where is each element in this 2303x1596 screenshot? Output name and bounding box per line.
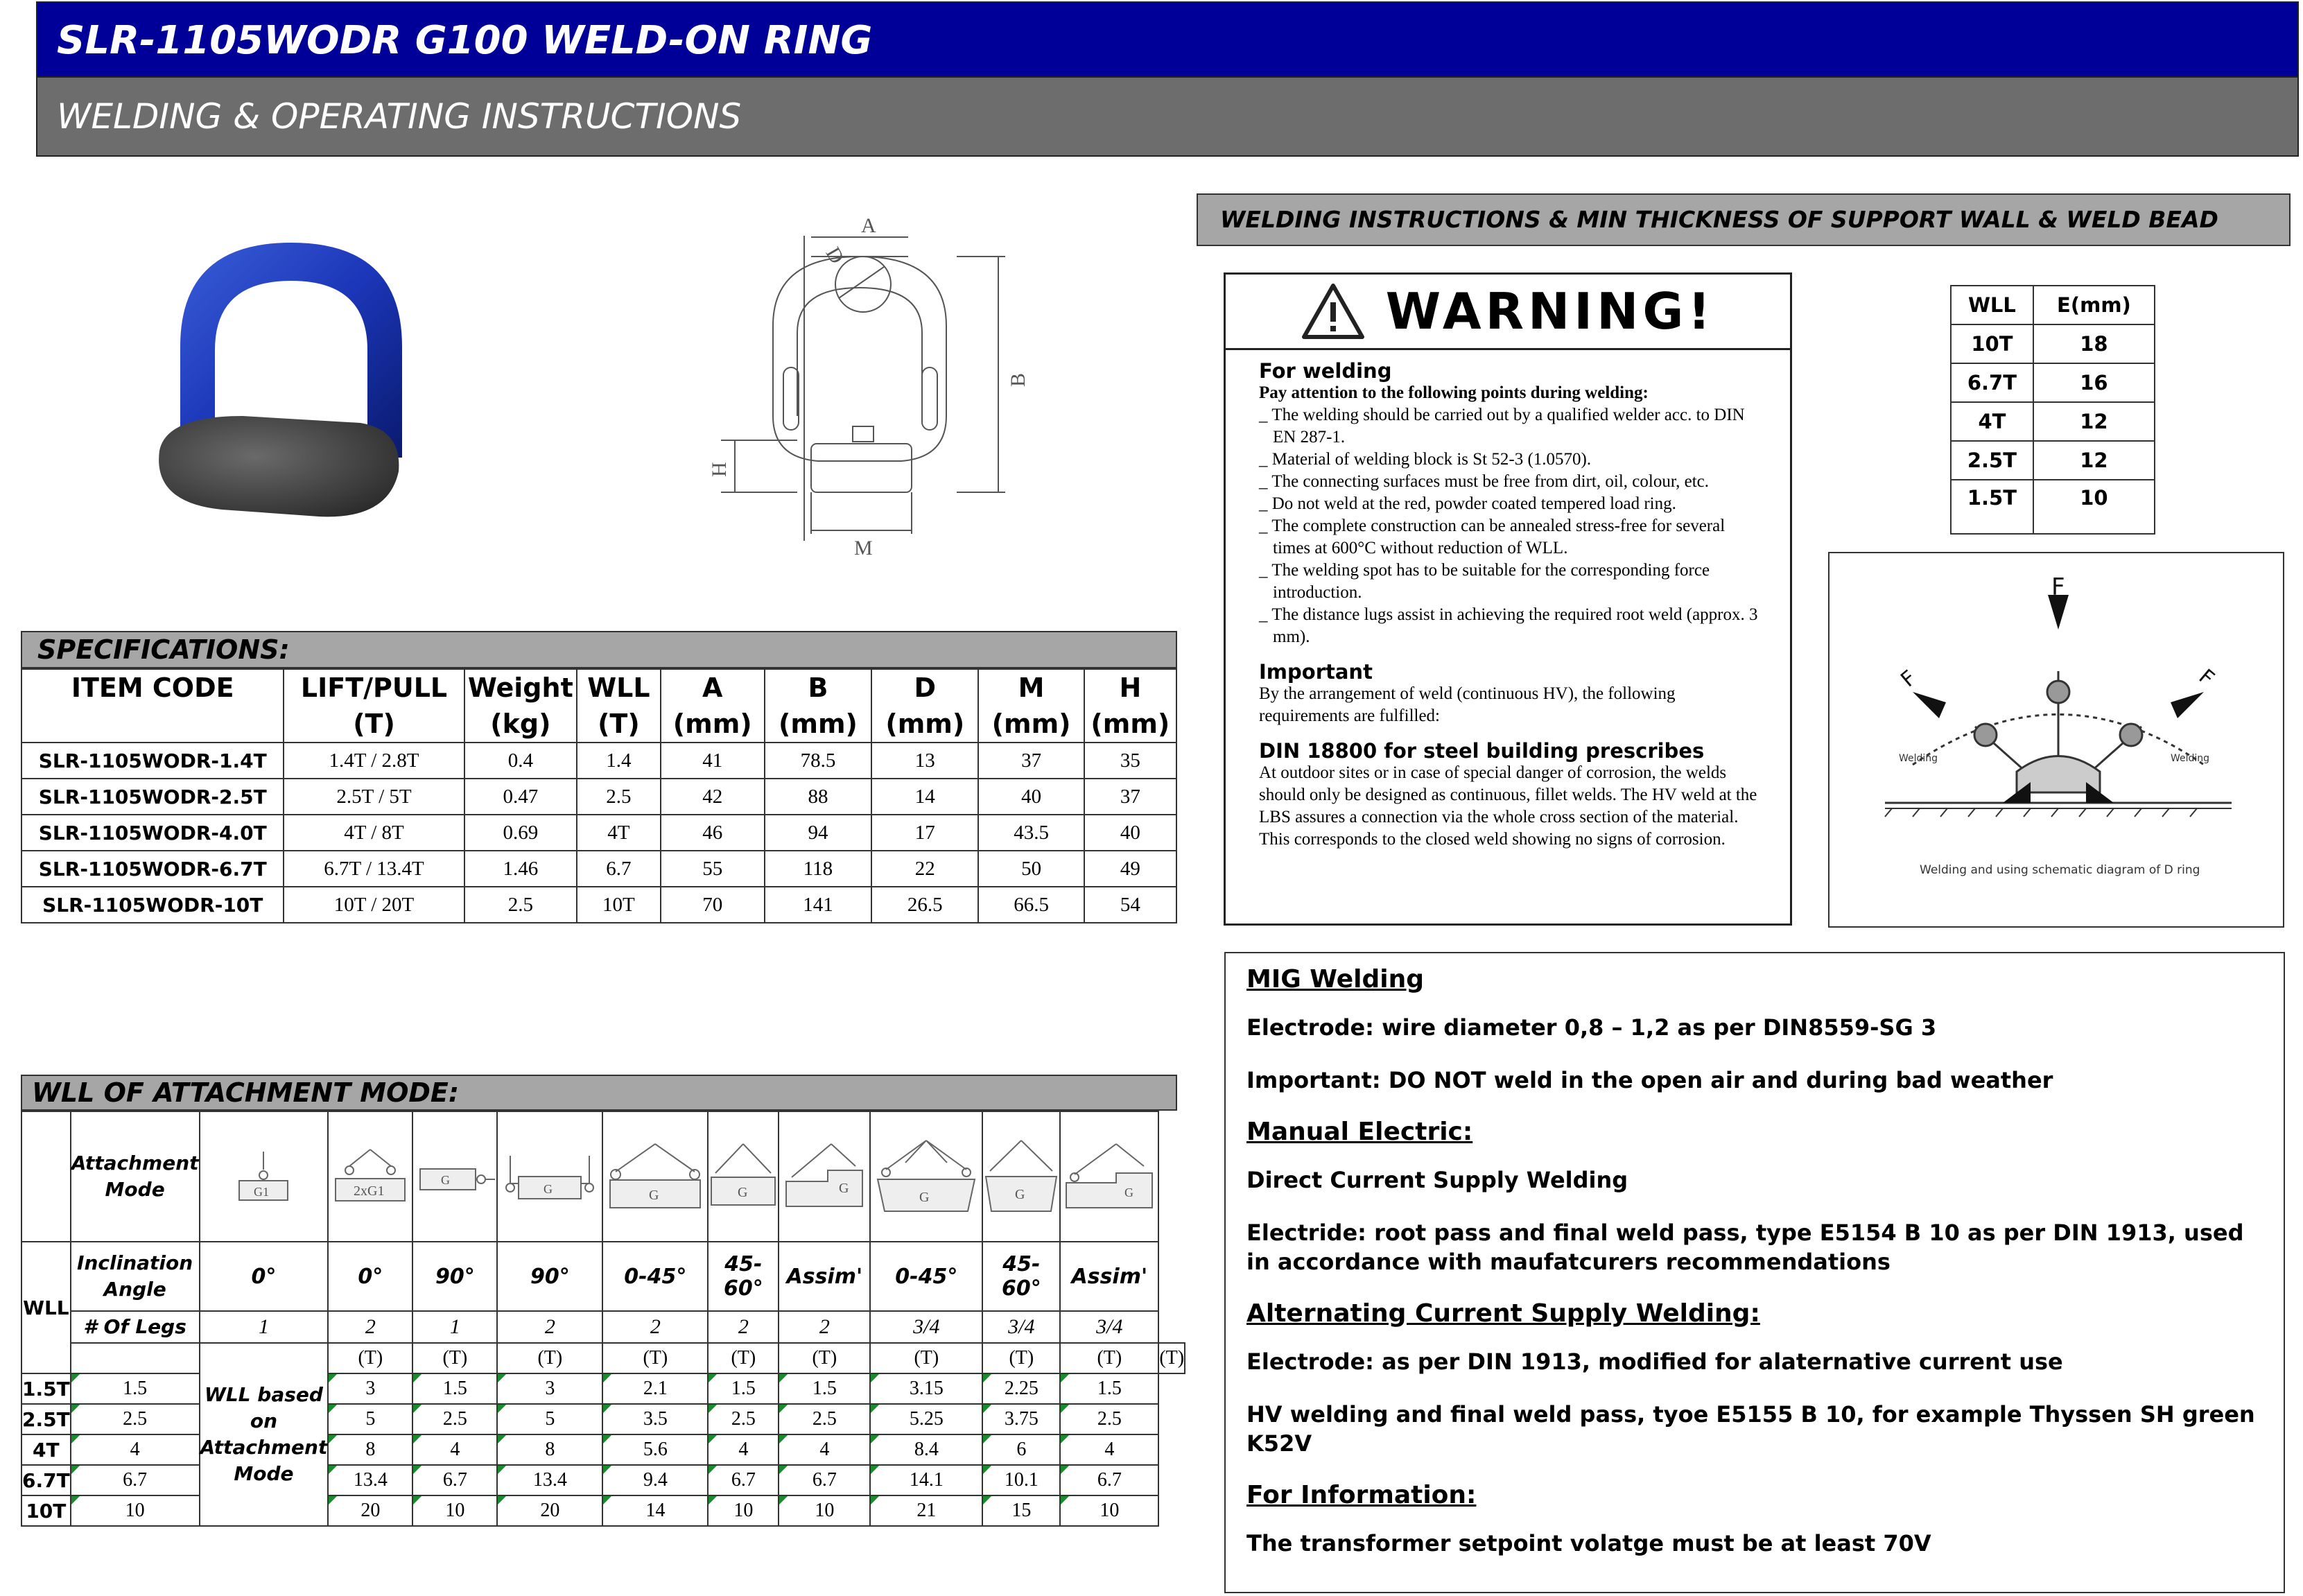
angle-cell: 0° [328,1242,412,1311]
spec-unit [21,706,284,743]
spec-cell: 1.4T / 2.8T [284,743,464,779]
spec-header: M [978,669,1084,706]
angle-cell: 45-60° [708,1242,779,1311]
g-two-leg-wide-icon [708,1111,779,1242]
spec-cell: 37 [1084,779,1176,815]
dim-label-m: M [854,537,873,560]
wll-cell: 3 [497,1373,602,1404]
item-code: SLR-1105WODR-10T [21,887,284,923]
wll-cell: 4 [412,1434,497,1465]
warning-point: _ Do not weld at the red, powder coated tempered load ring. [1259,493,1762,515]
wll-cell: 3 [328,1373,412,1404]
for-welding-heading: For welding [1259,359,1392,383]
wll-cell: 5 [328,1404,412,1434]
warning-point: _ The connecting surfaces must be free from dirt, oil, colour, etc. [1259,471,1762,493]
wll-cell: 13.4 [328,1465,412,1495]
angle-cell: 45-60° [982,1242,1060,1311]
legs-cell: 3/4 [982,1311,1060,1343]
wll-cell: 2.25 [982,1373,1060,1404]
wll-cell: 10 [71,1495,200,1526]
weld-bead-table [1950,285,2155,535]
wll-value: 2.5T [21,1404,71,1434]
e-table-row [1951,441,2155,480]
wll-cell: 6.7 [708,1465,779,1495]
item-code: SLR-1105WODR-2.5T [21,779,284,815]
spec-cell: 49 [1084,851,1176,887]
svg-text:G: G [919,1190,930,1205]
unit-cell: (T) [497,1343,602,1373]
wll-cell: 13.4 [497,1465,602,1495]
spec-cell: 88 [765,779,871,815]
warning-triangle-icon [1301,283,1365,340]
important-heading: Important [1259,660,1373,684]
e-table-cell: 1.5T [1951,480,2033,534]
wll-cell: 2.5 [412,1404,497,1434]
force-label-right: F [2193,664,2219,691]
svg-text:G: G [839,1181,849,1196]
specifications-table [21,668,1177,923]
legs-cell: 2 [708,1311,779,1343]
spec-cell: 2.5 [577,779,661,815]
spec-header: ITEM CODE [21,669,284,706]
attachment-mode-label: Attachment Mode [71,1111,200,1242]
spec-header: LIFT/PULL [284,669,464,706]
spec-cell: 40 [978,779,1084,815]
spec-cell: 22 [871,851,978,887]
wll-cell: 9.4 [602,1465,708,1495]
e-table-cell: 16 [2033,363,2155,402]
wll-cell: 6.7 [1060,1465,1158,1495]
warning-heading: WARNING! [1385,282,1715,340]
spec-cell: 41 [661,743,765,779]
spec-row [21,743,1176,779]
unit-cell: (T) [779,1343,870,1373]
e-table-cell: 10T [1951,324,2033,363]
warning-point: _ The complete construction can be annealed stress-free for several times at 600°C without reduction of WLL. [1259,515,1762,560]
electrode-wire-text: Electrode: wire diameter 0,8 – 1,2 as per DIN8559-SG 3 [1246,1014,1937,1041]
inclination-angle-label: Inclination Angle [71,1242,200,1311]
din-heading: DIN 18800 for steel building prescribes [1259,739,1705,763]
empty-cell [21,1111,71,1242]
page-title: SLR-1105WODR G100 WELD-ON RING [36,1,2299,78]
unit-cell: (T) [1158,1343,1185,1373]
svg-text:2xG1: 2xG1 [354,1183,385,1199]
wll-cell: 5 [497,1404,602,1434]
wll-cell: 1.5 [708,1373,779,1404]
wll-cell: 15 [982,1495,1060,1526]
wll-based-label: WLL based on Attachment Mode [200,1343,329,1526]
spec-cell: 2.5 [464,887,577,923]
wll-cell: 4 [708,1434,779,1465]
spec-header: B [765,669,871,706]
dim-label-b: B [1007,372,1029,387]
spec-cell: 40 [1084,815,1176,851]
unit-cell: (T) [412,1343,497,1373]
wll-row [21,1404,1185,1434]
unit-cell: (T) [1060,1343,1158,1373]
svg-text:G: G [441,1173,451,1187]
spec-unit: (kg) [464,706,577,743]
spec-cell: 17 [871,815,978,851]
spec-cell: 94 [765,815,871,851]
wll-attachment-table [21,1111,1185,1527]
e-table-cell: 6.7T [1951,363,2033,402]
spec-unit: (mm) [978,706,1084,743]
g-two-leg-sling-icon [602,1111,708,1242]
angle-cell: 0-45° [870,1242,982,1311]
e-table-cell: 2.5T [1951,441,2033,480]
wll-cell: 2.5 [1060,1404,1158,1434]
spec-cell: 10T / 20T [284,887,464,923]
wll-cell: 5.6 [602,1434,708,1465]
wll-cell: 2.5 [779,1404,870,1434]
wll-cell: 10.1 [982,1465,1060,1495]
e-table-row [1951,363,2155,402]
unit-cell: (T) [328,1343,412,1373]
warning-point: _ The welding should be carried out by a qualified welder acc. to DIN EN 287-1. [1259,404,1762,449]
welding-schematic-diagram [1828,552,2284,928]
electride-root-text: Electride: root pass and final weld pass, type E5154 B 10 as per DIN 1913, used in accordance with maufatcurers recommendations [1246,1220,2244,1275]
wll-cell: 3.5 [602,1404,708,1434]
spec-row [21,851,1176,887]
wll-cell: 1.5 [1060,1373,1158,1404]
angle-cell: Assim' [1060,1242,1158,1311]
mig-welding-heading: MIG Welding [1246,965,1424,994]
welding-methods-panel [1224,952,2285,1593]
force-label-top: F [2051,573,2065,601]
spec-unit: (T) [577,706,661,743]
unit-cell: (T) [870,1343,982,1373]
warning-point: _ The welding spot has to be suitable for the corresponding force introduction. [1259,560,1762,604]
transformer-text: The transformer setpoint volatge must be at least 70V [1246,1530,1931,1556]
spec-unit: (mm) [1084,706,1176,743]
spec-cell: 6.7 [577,851,661,887]
wll-cell: 6.7 [412,1465,497,1495]
spec-cell: 118 [765,851,871,887]
legs-cell: 2 [779,1311,870,1343]
spec-cell: 141 [765,887,871,923]
spec-cell: 35 [1084,743,1176,779]
wll-cell: 2.5 [71,1404,200,1434]
warning-point: _ Material of welding block is St 52-3 (1.0570). [1259,449,1762,471]
warning-header [1226,275,1790,350]
wll-cell: 20 [328,1495,412,1526]
g-four-leg-asym-icon [1060,1111,1158,1242]
ac-supply-heading: Alternating Current Supply Welding: [1246,1299,1760,1328]
wll-cell: 1.5 [412,1373,497,1404]
spec-cell: 0.4 [464,743,577,779]
spec-cell: 55 [661,851,765,887]
2xg1-vertical-icon [328,1111,412,1242]
attention-text: Pay attention to the following points during welding: [1259,383,1649,402]
spec-cell: 54 [1084,887,1176,923]
legs-cell: 1 [200,1311,329,1343]
welding-instructions-title: WELDING INSTRUCTIONS & MIN THICKNESS OF SUPPORT WALL & WELD BEAD [1197,193,2291,246]
svg-text:G1: G1 [254,1185,270,1199]
wll-cell: 8 [497,1434,602,1465]
e-table-row [1951,480,2155,534]
spec-cell: 2.5T / 5T [284,779,464,815]
wll-label: WLL [21,1242,71,1373]
wll-cell: 20 [497,1495,602,1526]
wll-cell: 10 [779,1495,870,1526]
wll-value: 10T [21,1495,71,1526]
svg-text:G: G [738,1185,748,1200]
svg-text:G: G [649,1188,659,1203]
legs-cell: 3/4 [870,1311,982,1343]
g-asymmetric-icon [779,1111,870,1242]
wll-value: 4T [21,1434,71,1465]
item-code: SLR-1105WODR-6.7T [21,851,284,887]
spec-cell: 50 [978,851,1084,887]
spec-cell: 14 [871,779,978,815]
wll-attachment-title: WLL OF ATTACHMENT MODE: [21,1075,1177,1111]
wll-cell: 4 [71,1434,200,1465]
e-table-cell: 10 [2033,480,2155,534]
spec-cell: 1.4 [577,743,661,779]
for-information-heading: For Information: [1246,1481,1477,1509]
svg-text:G: G [1015,1187,1025,1202]
g1-vertical-icon [200,1111,329,1242]
angle-cell: 0° [200,1242,329,1311]
hv-welding-text: HV welding and final weld pass, tyoe E5155 B 10, for example Thyssen SH green K52V [1246,1401,2255,1457]
dim-label-h: H [708,462,731,477]
spec-cell: 42 [661,779,765,815]
wll-cell: 21 [870,1495,982,1526]
empty-cell [71,1343,200,1373]
unit-cell: (T) [708,1343,779,1373]
svg-text:G: G [544,1182,553,1196]
spec-cell: 70 [661,887,765,923]
welding-label-right: Welding [2171,753,2210,764]
spec-cell: 1.46 [464,851,577,887]
spec-cell: 0.69 [464,815,577,851]
spec-cell: 10T [577,887,661,923]
e-table-header: WLL [1951,286,2033,324]
warning-point: _ The distance lugs assist in achieving the required root weld (approx. 3 mm). [1259,604,1762,648]
unit-cell: (T) [602,1343,708,1373]
wll-cell: 10 [412,1495,497,1526]
e-table-cell: 4T [1951,402,2033,441]
din-text: At outdoor sites or in case of special danger of corrosion, the welds should only be designed as continuous, fillet welds. The HV weld at the LBS assures a connection via the whole cross section of the material. This corresponds to the closed weld showing no signs of corrosion. [1259,763,1757,849]
g-side-pull-icon [412,1111,497,1242]
legs-cell: 2 [602,1311,708,1343]
spec-header: WLL [577,669,661,706]
warning-panel [1224,272,1792,926]
angle-cell: 90° [412,1242,497,1311]
technical-drawing [707,208,1029,562]
welding-label-left: Welding [1899,753,1938,764]
g-four-leg-wide-icon [982,1111,1060,1242]
wll-value: 1.5T [21,1373,71,1404]
g-double-side-icon [497,1111,602,1242]
spec-cell: 66.5 [978,887,1084,923]
spec-header: D [871,669,978,706]
wll-value: 6.7T [21,1465,71,1495]
weld-on-ring-photo [139,229,471,555]
wll-cell: 6 [982,1434,1060,1465]
spec-cell: 26.5 [871,887,978,923]
wll-row [21,1495,1185,1526]
spec-cell: 37 [978,743,1084,779]
spec-cell: 78.5 [765,743,871,779]
dim-label-a: A [861,214,876,237]
dim-label-d: D [821,243,849,268]
legs-label: # Of Legs [71,1311,200,1343]
wll-row [21,1434,1185,1465]
wll-cell: 14.1 [870,1465,982,1495]
legs-cell: 3/4 [1060,1311,1158,1343]
spec-unit: (T) [284,706,464,743]
wll-cell: 8.4 [870,1434,982,1465]
legs-cell: 2 [497,1311,602,1343]
specifications-title: SPECIFICATIONS: [21,631,1177,668]
wll-cell: 10 [708,1495,779,1526]
spec-unit: (mm) [661,706,765,743]
spec-row [21,887,1176,923]
spec-row [21,779,1176,815]
spec-cell: 4T / 8T [284,815,464,851]
wll-cell: 10 [1060,1495,1158,1526]
wll-cell: 2.1 [602,1373,708,1404]
electrode-ac-text: Electrode: as per DIN 1913, modified for alaternative current use [1246,1348,2063,1375]
spec-cell: 6.7T / 13.4T [284,851,464,887]
angle-cell: 0-45° [602,1242,708,1311]
spec-header: H [1084,669,1176,706]
g-four-leg-icon [870,1111,982,1242]
important-text: By the arrangement of weld (continuous HV), the following requirements are fulfilled: [1259,684,1676,725]
spec-cell: 43.5 [978,815,1084,851]
e-table-cell: 12 [2033,441,2155,480]
legs-cell: 2 [328,1311,412,1343]
e-table-cell: 12 [2033,402,2155,441]
wll-cell: 1.5 [779,1373,870,1404]
warning-body [1226,350,1790,851]
wll-cell: 6.7 [779,1465,870,1495]
spec-row [21,815,1176,851]
spec-cell: 0.47 [464,779,577,815]
e-table-header: E(mm) [2033,286,2155,324]
wll-cell: 5.25 [870,1404,982,1434]
item-code: SLR-1105WODR-4.0T [21,815,284,851]
wll-cell: 3.75 [982,1404,1060,1434]
e-table-row [1951,402,2155,441]
spec-unit: (mm) [871,706,978,743]
e-table-row [1951,324,2155,363]
wll-cell: 4 [1060,1434,1158,1465]
wll-cell: 4 [779,1434,870,1465]
spec-cell: 13 [871,743,978,779]
wll-cell: 1.5 [71,1373,200,1404]
spec-cell: 46 [661,815,765,851]
wll-row [21,1465,1185,1495]
legs-cell: 1 [412,1311,497,1343]
page-subtitle: WELDING & OPERATING INSTRUCTIONS [36,78,2299,157]
wll-cell: 8 [328,1434,412,1465]
manual-electric-heading: Manual Electric: [1246,1118,1473,1146]
wll-cell: 14 [602,1495,708,1526]
item-code: SLR-1105WODR-1.4T [21,743,284,779]
spec-unit: (mm) [765,706,871,743]
wll-cell: 6.7 [71,1465,200,1495]
spec-header: A [661,669,765,706]
angle-cell: 90° [497,1242,602,1311]
angle-cell: Assim' [779,1242,870,1311]
dc-supply-text: Direct Current Supply Welding [1246,1167,1628,1193]
schematic-caption: Welding and using schematic diagram of D ring [1920,863,2200,877]
wll-cell: 2.5 [708,1404,779,1434]
e-table-cell: 18 [2033,324,2155,363]
force-label-left: F [1896,666,1922,693]
spec-header: Weight [464,669,577,706]
spec-cell: 4T [577,815,661,851]
svg-text:G: G [1124,1186,1134,1199]
unit-cell: (T) [982,1343,1060,1373]
open-air-warning-text: Important: DO NOT weld in the open air and during bad weather [1246,1067,2053,1093]
wll-cell: 3.15 [870,1373,982,1404]
wll-row [21,1373,1185,1404]
